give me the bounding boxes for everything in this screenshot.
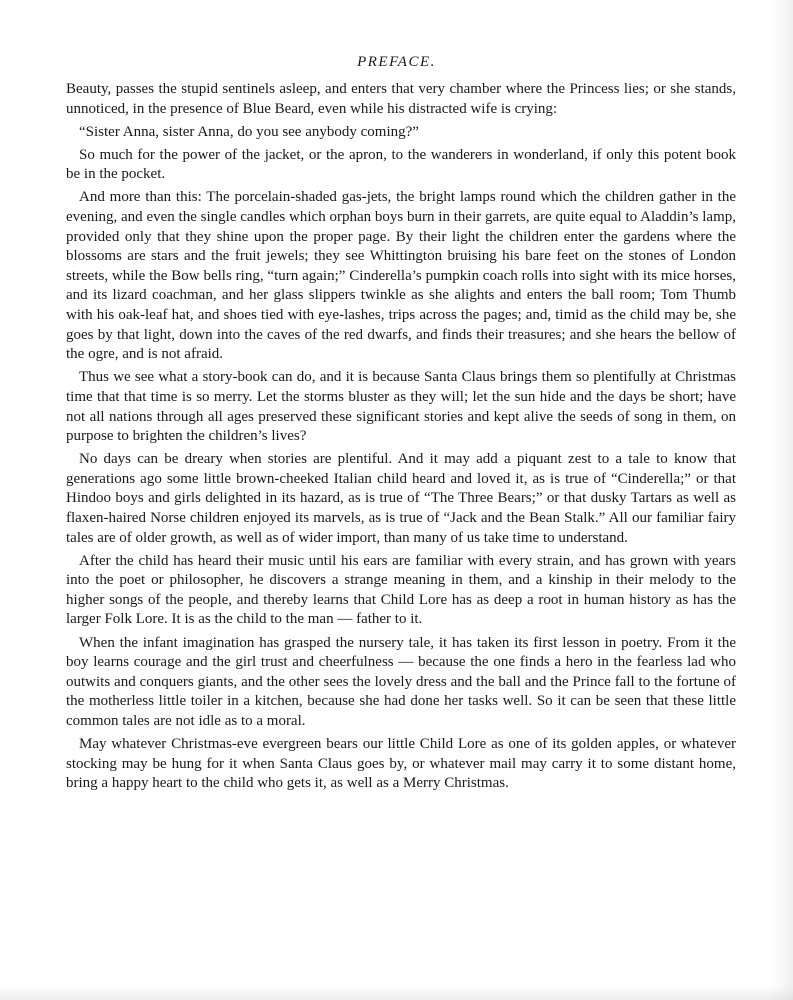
paragraph: May whatever Christmas-eve evergreen bears our little Child Lore as one of its golden apples, or whatever stocking may be hung for it when Santa Claus goes by, or whatever mail may carry it to some distant home, bring a happy heart to the child who gets it, as well as a Merry Christmas. [66,736,736,792]
paragraph: So much for the power of the jacket, or the apron, to the wanderers in wonderland, if only this potent book be in the pocket. [66,146,736,183]
page-edge-shadow [771,0,793,1000]
paragraph: Thus we see what a story-book can do, and it is because Santa Claus brings them so plentifully at Christmas time that that time is so merry. Let the storms bluster as they will; let the sun hide and the days be short; have not all nations through all ages preserved these significant stories and kept alive the seeds of song in them, on purpose to brighten the children’s lives? [66,369,736,445]
quotation-line: “Sister Anna, sister Anna, do you see anybody coming?” [79,123,419,140]
paragraph: After the child has heard their music until his ears are familiar with every strain, and has grown with years into the poet or philosopher, he discovers a strange meaning in them, and a kinship in their melody to the higher songs of the people, and thereby learns that Child Lore has as deep a root in human history as has the larger Folk Lore. It is as the child to the man — father to it. [66,552,736,628]
page-title: PREFACE. [357,54,436,70]
paragraph: When the infant imagination has grasped the nursery tale, it has taken its first lesson in poetry. From it the boy learns courage and the girl trust and cheerfulness — because the one finds a hero in the fearless lad who outwits and conquers giants, and the other sees the lovely dress and the ball and the Prince fall to the fortune of the motherless little toiler in a kitchen, because she had done her tasks well. So it can be seen that these little common tales are not idle as to a moral. [66,634,736,729]
paragraph: Beauty, passes the stupid sentinels asleep, and enters that very chamber where the Princess lies; or she stands, unnoticed, in the presence of Blue Beard, even while his distracted wife is crying: [66,81,736,117]
paragraph: And more than this: The porcelain-shaded gas-jets, the bright lamps round which the children gather in the evening, and even the single candles which orphan boys burn in their garrets, are quite equal to Aladdin’s lamp, provided only that they shine upon the proper page. By their light the children enter the gardens where the blossoms are stars and the fruit jewels; they see Whittington bruising his bare feet on the stones of London streets, while the Bow bells ring, “turn again;” Cinderella’s pumpkin coach rolls into sight with its mice horses, and its lizard coachman, and her glass slippers twinkle as she alights and enters the ball room; Tom Thumb with his oak-leaf hat, and shoes tied with eye-lashes, trips across the pages; and, timid as the child may be, she goes by that light, down into the caves of the red dwarfs, and finds their treasures; and she hears the bellow of the ogre, and is not afraid. [66,189,736,363]
preface-body [66,80,736,797]
paragraph: No days can be dreary when stories are plentiful. And it may add a piquant zest to a tale to know that generations ago some little brown-cheeked Italian child heard and loved it, as is true of “Cinderella;” or that Hindoo boys and girls delighted in its hazard, as is true of “The Three Bears;” or that dusky Tartars as well as flaxen-haired Norse children enjoyed its marvels, as is true of “Jack and the Bean Stalk.” All our familiar fairy tales are of older growth, as well as of wider import, than many of us take time to understand. [66,451,736,546]
page-bottom-shadow [0,986,793,1000]
